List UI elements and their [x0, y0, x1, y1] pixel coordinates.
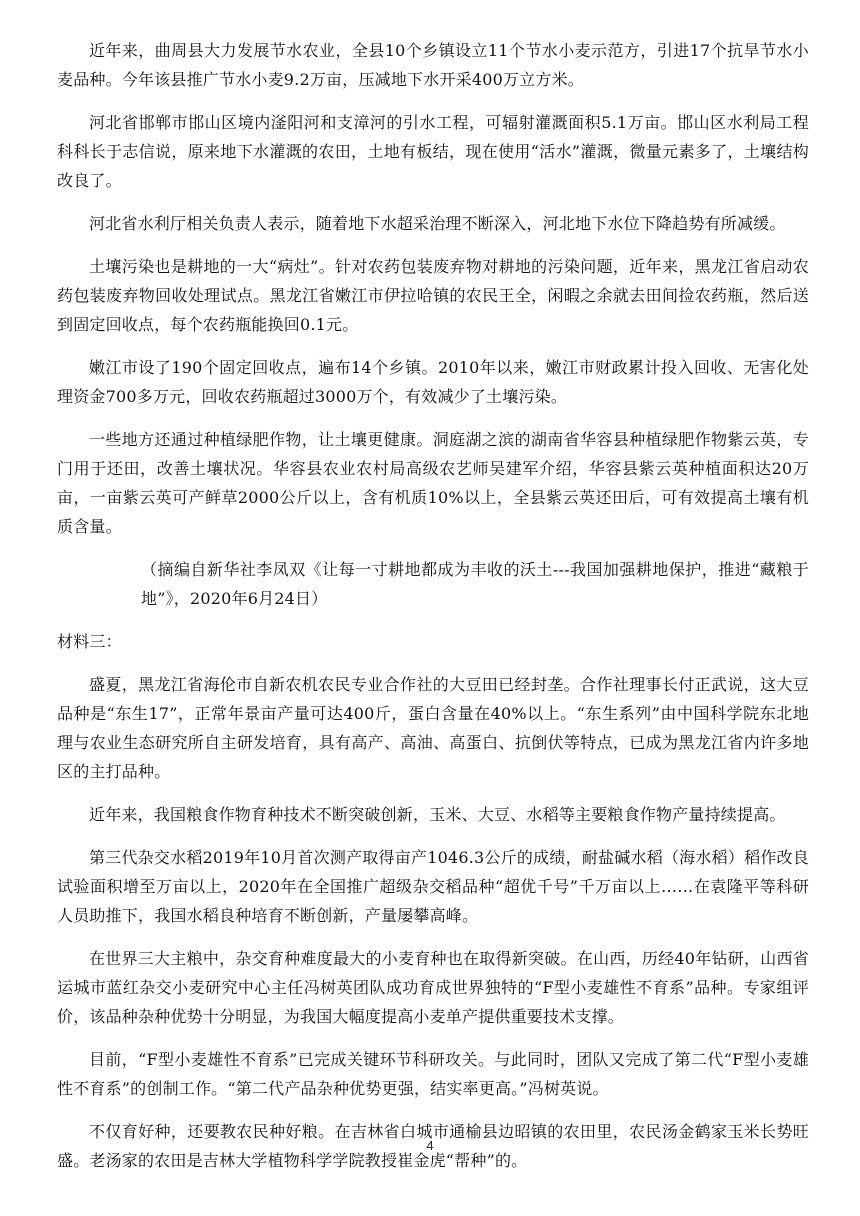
- paragraph-breeding-innovation: 近年来，我国粮食作物育种技术不断突破创新，玉米、大豆、水稻等主要粮食作物产量持续提高。: [89, 805, 786, 824]
- document-page: [57, 36, 809, 1189]
- paragraph-green-manure: 一些地方还通过种植绿肥作物，让土壤更健康。洞庭湖之滨的湖南省华容县种植绿肥作物紫云英，专门用于还田，改善土壤状况。华容县农业农村局高级农艺师吴建军介绍，华容县紫云英种植面积达20万亩，一亩紫云英可产鲜草2000公斤以上，含有机质10%以上，全县紫云英还田后，可有效提高土壤有机质含量。: [57, 430, 809, 536]
- paragraph-irrigation-project: 河北省邯郸市邯山区境内滏阳河和支漳河的引水工程，可辐射灌溉面积5.1万亩。邯山区水利局工程科科长于志信说，原来地下水灌溉的农田，土地有板结，现在使用“活水”灌溉，微量元素多了，土壤结构改良了。: [57, 113, 809, 190]
- paragraph-teach-farmers: 不仅育好种，还要教农民种好粮。在吉林省白城市通榆县边昭镇的农田里，农民汤金鹤家玉米长势旺盛。老汤家的农田是吉林大学植物科学学院教授崔金虎“帮种”的。: [57, 1122, 809, 1170]
- source-citation: （摘编自新华社李凤双《让每一寸耕地都成为丰收的沃土---我国加强耕地保护，推进“藏粮于地”》，2020年6月24日）: [141, 560, 809, 608]
- paragraph-recycling-points: 嫩江市设了190个固定回收点，遍布14个乡镇。2010年以来，嫩江市财政累计投入回收、无害化处理资金700多万元，回收农药瓶超过3000万个，有效减少了土壤污染。: [57, 358, 809, 406]
- paragraph-second-generation: 目前，“F型小麦雄性不育系”已完成关键环节科研攻关。与此同时，团队又完成了第二代“F型小麦雄性不育系”的创制工作。“第二代产品杂种优势更强，结实率更高。”冯树英说。: [57, 1050, 809, 1098]
- paragraph-hybrid-wheat: 在世界三大主粮中，杂交育种难度最大的小麦育种也在取得新突破。在山西，历经40年钻研，山西省运城市蓝红杂交小麦研究中心主任冯树英团队成功育成世界独特的“F型小麦雄性不育系”品种。专家组评价，该品种杂种优势十分明显，为我国大幅度提高小麦单产提供重要技术支撑。: [57, 949, 809, 1026]
- paragraph-soil-pollution: 土壤污染也是耕地的一大“病灶”。针对农药包装废弃物对耕地的污染问题，近年来，黑龙江省启动农药包装废弃物回收处理试点。黑龙江省嫩江市伊拉哈镇的农民王全，闲暇之余就去田间捡农药瓶，然后送到固定回收点，每个农药瓶能换回0.1元。: [57, 257, 809, 334]
- paragraph-groundwater-trend: 河北省水利厅相关负责人表示，随着地下水超采治理不断深入，河北地下水位下降趋势有所减缓。: [89, 214, 786, 233]
- paragraph-soybean-variety: 盛夏，黑龙江省海伦市自新农机农民专业合作社的大豆田已经封垄。合作社理事长付正武说，这大豆品种是“东生17”，正常年景亩产量可达400斤，蛋白含量在40%以上。“东生系列”由中国科学院东北地理与农业生态研究所自主研发培育，具有高产、高油、高蛋白、抗倒伏等特点，已成为黑龙江省内许多地区的主打品种。: [57, 675, 809, 781]
- section-heading-material-three: 材料三：: [57, 632, 122, 651]
- page-number: 4: [426, 1138, 434, 1153]
- paragraph-hybrid-rice: 第三代杂交水稻2019年10月首次测产取得亩产1046.3公斤的成绩，耐盐碱水稻（海水稻）稻作改良试验面积增至万亩以上，2020年在全国推广超级杂交稻品种“超优千号”千万亩以上……在袁隆平等科研人员助推下，我国水稻良种培育不断创新，产量屡攀高峰。: [57, 848, 809, 925]
- paragraph-water-saving-wheat: 近年来，曲周县大力发展节水农业，全县10个乡镇设立11个节水小麦示范方，引进17个抗旱节水小麦品种。今年该县推广节水小麦9.2万亩，压减地下水开采400万立方米。: [57, 41, 809, 89]
